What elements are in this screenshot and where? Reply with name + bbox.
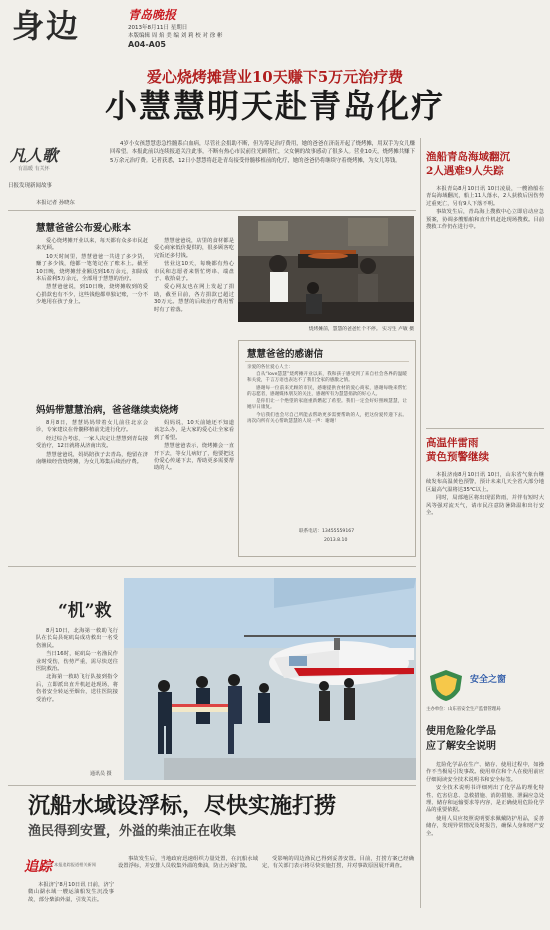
paragraph: 本报济南8月10日讯 10日，山东省气象台继续发布高温黄色预警，预计未来几天全省大部分地区最高气温将达35℃以上。 [426, 472, 544, 493]
letter-salutation: 亲爱的各位爱心人士： [247, 365, 293, 370]
paragraph: 慧慧爸爸说，到10日晚，烧烤摊收到的爱心捐款也有不少，这些钱他都单独记账，一分不少地用在孩子身上。 [36, 284, 148, 306]
paragraph: 使用人员应按照说明要求佩戴防护用品，妥善储存，发现异常情况及时报告，确保人身和财产安全。 [426, 815, 544, 837]
masthead [0, 0, 550, 60]
paragraph: 感谢每一位前来光顾的市民，感谢提供食材的爱心商家，感谢每晚来帮忙的志愿者，感谢媒体朋友的关注，感谢所有为慧慧捐款的好心人。 [247, 385, 407, 397]
paper-logo: 青岛晚报 [128, 8, 177, 22]
safety-logo-subtitle: 主办单位：山东省安全生产监督管理局 [426, 707, 501, 712]
oil-body-2: 事故发生后，当地政府迅速组织力量处置，在沉船水域设置浮标，并安排人员收集外溢的柴油，防止污染扩散。 [118, 856, 258, 870]
column-logo [8, 143, 73, 193]
safety-logo-title: 安全之窗 [470, 675, 507, 685]
paragraph: 危险化学品在生产、储存、使用过程中，如操作不当极易引发事故。使用单位和个人在使用前应仔细阅读安全技术说明书和安全标签。 [426, 762, 544, 783]
side-story-2-body [426, 472, 544, 518]
divider [8, 566, 416, 567]
paragraph: 是你们让一个绝望的家庭重新燃起了希望。我们一定会好好照顾慧慧，让她早日康复。 [247, 399, 407, 411]
issue-date: 2013年8月11日 星期日 [128, 25, 188, 31]
page-number: A04-A05 [128, 40, 166, 49]
paragraph: 慧慧爸爸说，妈妈陪孩子去青岛，他留在济南继续经营烧烤摊，为女儿筹集后续治疗费。 [36, 451, 148, 466]
rescue-title: “机”救 [58, 601, 112, 621]
side-story-1-title: 渔船青岛海域翻沉 2人遇难9人失踪 [426, 151, 510, 177]
body-column-2a [36, 420, 148, 467]
paragraph: 事故发生后，青岛海上搜救中心立即启动应急预案，协调多艘船舶和直升机赶赴现场搜救。目前搜救工作仍在进行中。 [426, 209, 544, 231]
helicopter-rescue-image [124, 578, 416, 780]
paragraph: 8月8日，慧慧妈妈带着女儿前往北京会诊，专家建议在骨髓移植前先进行化疗。 [36, 420, 148, 434]
section-heading-2: 妈妈带慧慧治病，爸爸继续卖烧烤 [36, 405, 179, 416]
rescue-photo-credit: 通讯员 摄 [90, 771, 112, 777]
letter-body [247, 372, 407, 426]
column-logo-caption: 日报发现新闻故事 [8, 183, 53, 189]
paragraph: 爱心烧烤摊开业以来，每天都有众多市民赶来光顾。 [36, 238, 148, 252]
side-story-2-title: 高温伴雷雨 黄色预警继续 [426, 437, 489, 463]
lead-headline: 小慧慧明天赴青岛化疗 [104, 87, 445, 125]
body-column-1a [36, 238, 148, 308]
paragraph: 当日16时，砣矶岛一名渔民作业时受伤，伤势严重，需尽快送往医院救治。 [36, 651, 118, 673]
oil-headline: 沉船水域设浮标，尽快实施打捞 [28, 793, 337, 819]
oil-body-3: 受影响的周边渔民已得到妥善安置。目前，打捞方案已经确定，有关部门表示将尽快实施打捞，并对事故原因展开调查。 [262, 856, 414, 870]
barbecue-scene-image [238, 216, 414, 322]
column-divider [420, 138, 421, 908]
divider [245, 361, 409, 362]
oil-body-1: 本报济宁8月10日讯 日前，济宁微山湖水域一艘运油船发生沉没事故，部分柴油外溢，引发关注。 [28, 882, 114, 903]
photo-caption: 烧烤摊前，慧慧的爸爸忙个不停。 实习生 卢敏 摄 [308, 327, 414, 332]
paragraph: 经过综合考虑，一家人决定让慧慧到青岛接受治疗，12日就将从济南出发。 [36, 435, 148, 450]
paragraph: 爱心网友也在网上发起了捐助，截至目前，各方捐款已超过30万元。慧慧的后续治疗费用暂时有了着落。 [154, 284, 234, 313]
section-heading-1: 慧慧爸爸公布爱心账本 [36, 223, 132, 234]
letter-title: 慧慧爸爸的感谢信 [247, 349, 324, 360]
page-editors: 本版编辑 周 焰 美 编 刘 莉 校 对 徐 彬 [128, 33, 223, 39]
side-story-3-title: 使用危险化学品 应了解安全说明 [426, 726, 496, 752]
paragraph: 8月10日，北海第一救助飞行队在长岛县砣矶岛成功救出一名受伤渔民。 [36, 628, 118, 649]
paragraph: 本报青岛8月10日讯 10日凌晨，一艘渔船在青岛海域翻沉，船上11人落水，2人获救后因伤势过重死亡，另有9人下落不明。 [426, 186, 544, 207]
side-story-1-body [426, 186, 544, 232]
paragraph: 北海第一救助飞行队接到指令后，立即派出直升机赶赴现场，将伤者安全转运至烟台，送往医院接受治疗。 [36, 674, 118, 703]
paragraph: 今后我们也会尽自己所能去帮助更多需要帮助的人，把这份爱传递下去。再次向所有关心帮助慧慧的人说一声：谢谢！ [247, 412, 407, 425]
paragraph: 慧慧爸爸表示，烧烤摊会一直开下去，等女儿病好了，他要把这份爱心传递下去，帮助更多需要帮助的人。 [154, 443, 234, 472]
lead-byline: 本报记者 孙晓东 [36, 200, 75, 206]
follow-up-logo-subtitle: 本报追踪报道相关新闻 [54, 862, 96, 867]
follow-up-logo-title: 追踪 [24, 859, 52, 875]
section-title: 身边 [12, 7, 81, 45]
rescue-photo [124, 578, 416, 780]
paragraph: 慧慧爸爸说，店里的食材都是爱心商家低价提供的，很多顾客吃完饭还多付钱。 [154, 238, 234, 259]
thank-you-letter [238, 340, 416, 557]
safety-window-logo [426, 668, 544, 718]
body-column-1b [154, 238, 234, 315]
lead-intro: 4岁小女孩慧慧患急性髓系白血病，尽管社会捐助不断，但为筹足治疗费用，她的爸爸在济南开起了烧烤摊，用双手为女儿赚回希望。本报此前以连续报道关注此事，不断有热心市民前往光顾帮忙，父女俩的故事感动了很多人。营业10天，烧烤摊共赚下5万余元治疗费。记者获悉，12日小慧慧将赶赴青岛接受骨髓移植前的化疗，她的爸爸仍将继续守着烧烤摊，为女儿筹钱。 [110, 141, 415, 164]
column-logo-title: 凡人歌 [10, 146, 59, 165]
letter-date: 2013.8.10 [324, 538, 348, 543]
follow-up-logo [24, 856, 96, 878]
letter-contact: 联系电话：13455559167 [299, 529, 355, 534]
body-column-2b [154, 420, 234, 474]
paragraph: 安全技术说明书详细列出了化学品的理化特性、危害信息、急救措施、消防措施、泄漏应急处理、储存和运输要求等内容，是正确使用危险化学品的重要依据。 [426, 785, 544, 814]
lead-kicker: 爱心烧烤摊营业10天赚下5万元治疗费 [146, 68, 404, 86]
paragraph: 自从“love慧慧”烧烤摊开业以来，我和孩子感受到了来自社会各界的温暖和关爱，千言万语也表达不了我们全家的感激之情。 [247, 372, 407, 384]
shield-icon [426, 668, 466, 702]
divider [8, 785, 416, 786]
lead-photo [238, 216, 414, 322]
divider [8, 210, 416, 211]
column-logo-subtitle: 有温暖 有关怀 [18, 166, 50, 172]
rescue-body [36, 628, 118, 705]
paragraph: 同时，局部地区将出现雷阵雨，并伴有短时大风等强对流天气，请市民注意防暑降温和出行安全。 [426, 495, 544, 517]
divider [426, 428, 544, 429]
oil-subhead: 渔民得到安置，外溢的柴油正在收集 [28, 824, 237, 839]
paragraph: 营业这10天，每晚都有热心市民和志愿者来帮忙烤串、端盘子、收拾桌子。 [154, 261, 234, 283]
paragraph: 妈妈说，10天前她还不知道该怎么办，是大家的爱心让全家看到了希望。 [154, 420, 234, 441]
paragraph: 10天时间里，慧慧爸爸一共进了多少货，赚了多少钱，他都一笔笔记在了账本上。截至10日晚，烧烤摊营业额达到16万余元，扣除成本后盈利5万余元，全部用于慧慧的治疗。 [36, 253, 148, 283]
side-story-3-body [426, 762, 544, 839]
